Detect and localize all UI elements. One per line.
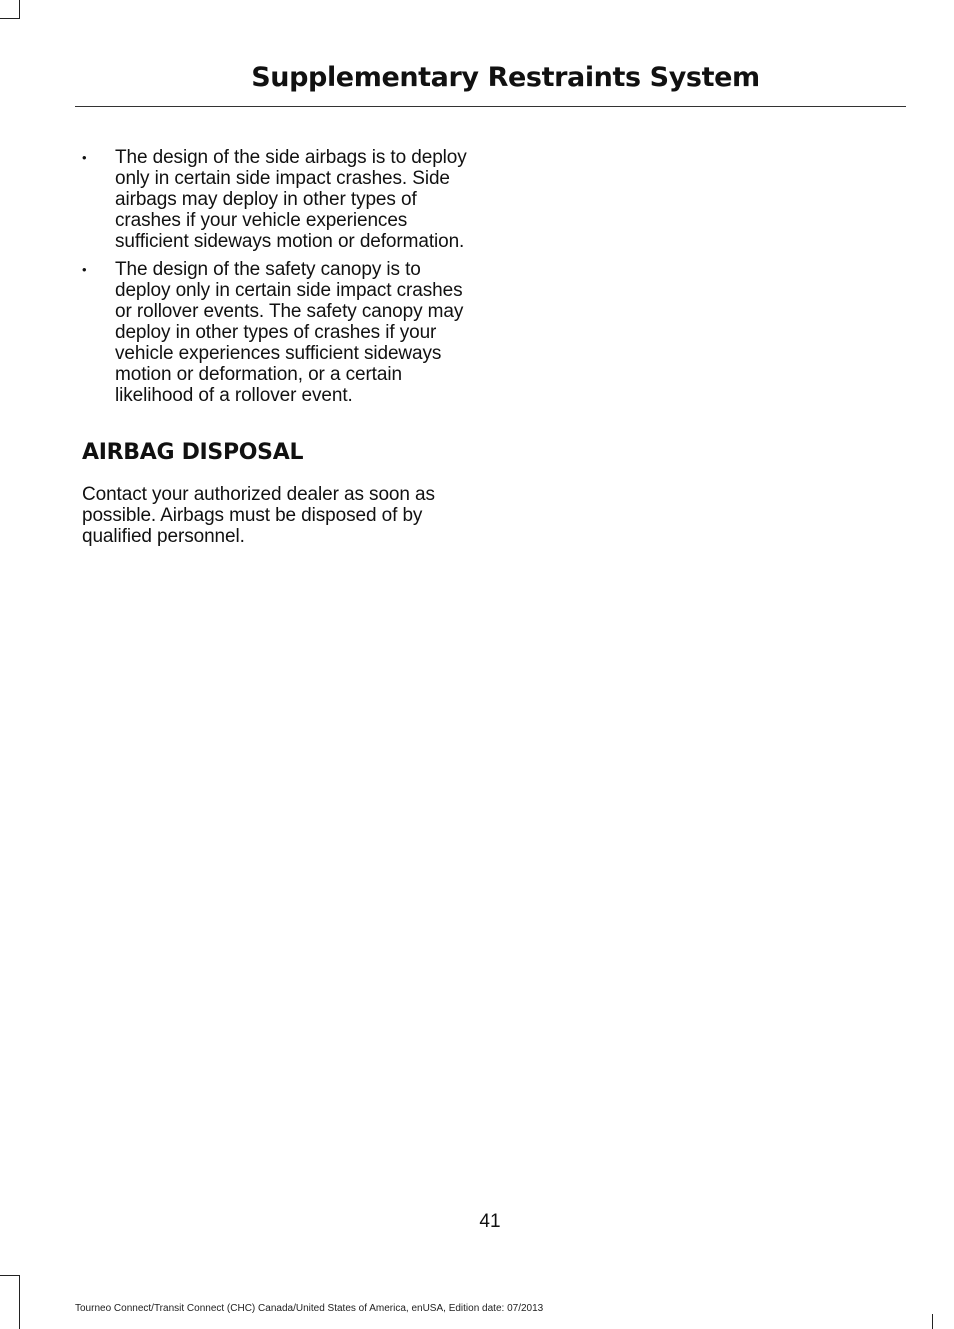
crop-mark-top-left-horizontal	[0, 18, 20, 19]
bullet-list	[82, 147, 474, 406]
section-body: Contact your authorized dealer as soon as possible. Airbags must be disposed of by qualified personnel.	[82, 484, 435, 547]
page-number: 41	[479, 1211, 501, 1232]
list-item	[82, 147, 474, 252]
crop-mark-bottom-right-vertical	[932, 1314, 933, 1329]
list-item	[82, 259, 474, 406]
title-divider	[75, 106, 906, 107]
bullet-icon: •	[82, 150, 87, 165]
bullet-text: The design of the side airbags is to deploy only in certain side impact crashes. Side airbags may deploy in other types of crashes if your vehicle experiences sufficient sideways motion or deformation.	[115, 147, 467, 252]
crop-mark-bottom-left-horizontal	[0, 1275, 20, 1276]
bullet-text: The design of the safety canopy is to deploy only in certain side impact crashes or rollover events. The safety canopy may deploy in other types of crashes if your vehicle experiences sufficient sideways motion or deformation, or a certain likelihood of a rollover event.	[115, 259, 464, 406]
bullet-icon: •	[82, 262, 87, 277]
crop-mark-bottom-left-vertical	[19, 1275, 20, 1329]
content-column	[82, 147, 474, 547]
page-title: Supplementary Restraints System	[251, 62, 760, 93]
footer-edition-text: Tourneo Connect/Transit Connect (CHC) Canada/United States of America, enUSA, Edition date: 07/2013	[75, 1303, 544, 1314]
section-heading: AIRBAG DISPOSAL	[82, 440, 304, 465]
crop-mark-top-left-vertical	[19, 0, 20, 18]
